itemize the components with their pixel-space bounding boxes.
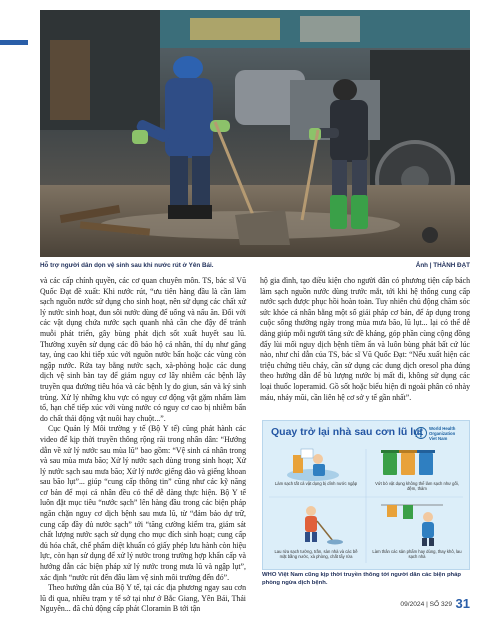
who-org-name: World Health Organization (429, 426, 456, 436)
washing-items-illustration (287, 449, 339, 481)
paragraph: Cục Quản lý Môi trường y tế (Bộ Y tế) cũng phát hành các video để kịp thời truyền thông rộng rãi trong nhân dân: “Hướng dẫn về xử lý nước sau mùa lũ” bao gồm: “Vệ sinh cá nhân trong và sau mùa mưa bão; Xử lý nước sạch dùng trong sinh hoạt; Xử lý nước sạch sau mưa bão; Xử lý nước giếng đào và giếng khoan sau bão lụt”... giúp “cung cấp thông tin” cũng như các kỹ năng cơ bản để mọi cá nhân đều có thể dễ dàng thực hiện. Bộ Y tế luôn đặt mục tiêu “nước sạch” lên hàng đầu trong các biện pháp ngăn chặn nguy cơ dịch bệnh sau mưa lũ, từ “đảm bảo dự trữ, cung cấp đầy đủ nước sạch” tới “tăng cường kiểm tra, giám sát chất lượng nước sạch sử dụng cho mục đích sinh hoạt; cung cấp đủ hóa chất, chế phẩm diệt khuẩn có giấy phép lưu hành còn hiệu lực, còn hạn sử dụng để xử lý nước trong trường hợp khẩn cấp và hướng dẫn các biện pháp xử lý nước trong mưa lũ và ngập lụt”, xác định “nước rút đến đâu làm vệ sinh môi trường đến đó”. (40, 424, 246, 582)
article-right-column (260, 276, 470, 403)
page-number: 31 (455, 596, 470, 611)
photo-credit: Ảnh | THÀNH ĐẠT (415, 262, 470, 269)
who-emblem-icon (415, 427, 427, 439)
paragraph: Theo hướng dẫn của Bộ Y tế, tại các địa phương ngay sau cơn lũ đi qua, nhiều trạm y tế sở tại như ở Bắc Giang, Yên Bái, Thái Nguyên... đã chủ động cấp phát Cloramin B tới tận (40, 583, 246, 614)
article-left-column (40, 276, 246, 615)
photo-caption: Hỗ trợ người dân dọn vệ sinh sau khi nước rút ở Yên Bái. (40, 262, 214, 269)
paragraph: hộ gia đình, tạo điều kiện cho người dân có phương tiện cấp bách làm sạch nguồn nước dùng trước mắt, tới khi hệ thống cung cấp nước sạch được phục hồi hoàn toàn. Tuy nhiên chủ động chăm sóc sức khỏe cá nhân bằng một số giải pháp cơ bản, để áp dụng trong cuộc sống thường ngày trong mùa mưa bão, lũ lụt... lại có thể dễ dàng giúp mỗi người tăng sức đề kháng, góp phần cùng cộng đồng đẩy lùi mối nguy dịch bệnh tiềm ẩn và luôn bùng phát bất cứ lúc nào, như chỉ dẫn của TS, bác sĩ Vũ Quốc Đạt: “Nếu xuất hiện các triệu chứng tiêu chảy, cần sử dụng các dung dịch oresol pha đúng theo hướng dẫn để bù lượng nước bị mất đi, không sử dụng các loại thuốc loperamid. Gồ sốt hoặc biểu hiện đi ngoài phân có nhày máu, nháy mũi, cần liên hệ cơ sở y tế gần nhất”. (260, 276, 470, 402)
infographic-panel-3-label: Lau rửa sạch tường, trần, sàn nhà và các bề mặt bằng nước, xà phòng, chất tẩy rửa (274, 549, 358, 560)
paragraph: và các cấp chính quyền, các cơ quan chuyên môn. TS, bác sĩ Vũ Quốc Đạt đề xuất: Khi nước rút, “ưu tiên hàng đầu là cần làm sạch nguồn nước sử dụng cho sinh hoạt, nên sử dụng các chất xử lý nước sinh hoạt, đun sôi nước dùng để uống và nấu ăn. Đối với các vật dụng chứa nước sạch quanh nhà cần che đậy để tránh muỗi phát triển, gây bùng phát dịch sốt xuất huyết sau lũ. Thường xuyên sử dụng các đồ bảo hộ cá nhân, thí dụ như găng tay, ủng cao khi tiếp xúc với nguồn nước bẩn hoặc các vùng còn ngập nước. Rửa tay bằng nước sạch, xà-phòng hoặc các dung dịch vệ sinh bàn tay để giảm nguy cơ lây nhiễm các bệnh lây truyền qua đường tiêu hóa và các bệnh lỵ do giun, sán và ký sinh trùng. Xử lý những khu vực có nguy cơ động vật gặm nhấm làm tổ, hạn chế tiếp xúc với vùng nước có nguy cơ cao bị nhiễm bẩn do chất thải động vật nuôi hay chuột...”. (40, 276, 246, 423)
who-org-sub: Viet Nam (429, 436, 448, 441)
mopping-illustration (305, 506, 343, 545)
infographic-caption: WHO Việt Nam cũng kịp thời truyền thông tới người dân các biện pháp phòng ngừa dịch bệnh. (262, 572, 462, 586)
drying-illustration (381, 505, 443, 546)
issue-number: 09/2024 | SỐ 329 (400, 601, 452, 608)
accent-bar (0, 40, 28, 45)
who-infographic (262, 420, 470, 570)
infographic-title: Quay trở lại nhà sau cơn lũ lụt (271, 426, 424, 438)
trash-bins-illustration (381, 450, 435, 475)
who-logo (415, 425, 463, 441)
flood-cleanup-photo (40, 10, 470, 257)
infographic-panel-4-label: Làm thân các sản phẩm hay dùng, thay khô, lau sạch nhà (372, 549, 462, 560)
infographic-panel-2-label: Vứt bỏ vật dụng không thể làm sạch như gối, đệm, thảm (375, 481, 459, 492)
infographic-panel-1-label: Làm sạch tất cả vật dụng bị dính nước ngập (274, 481, 358, 486)
